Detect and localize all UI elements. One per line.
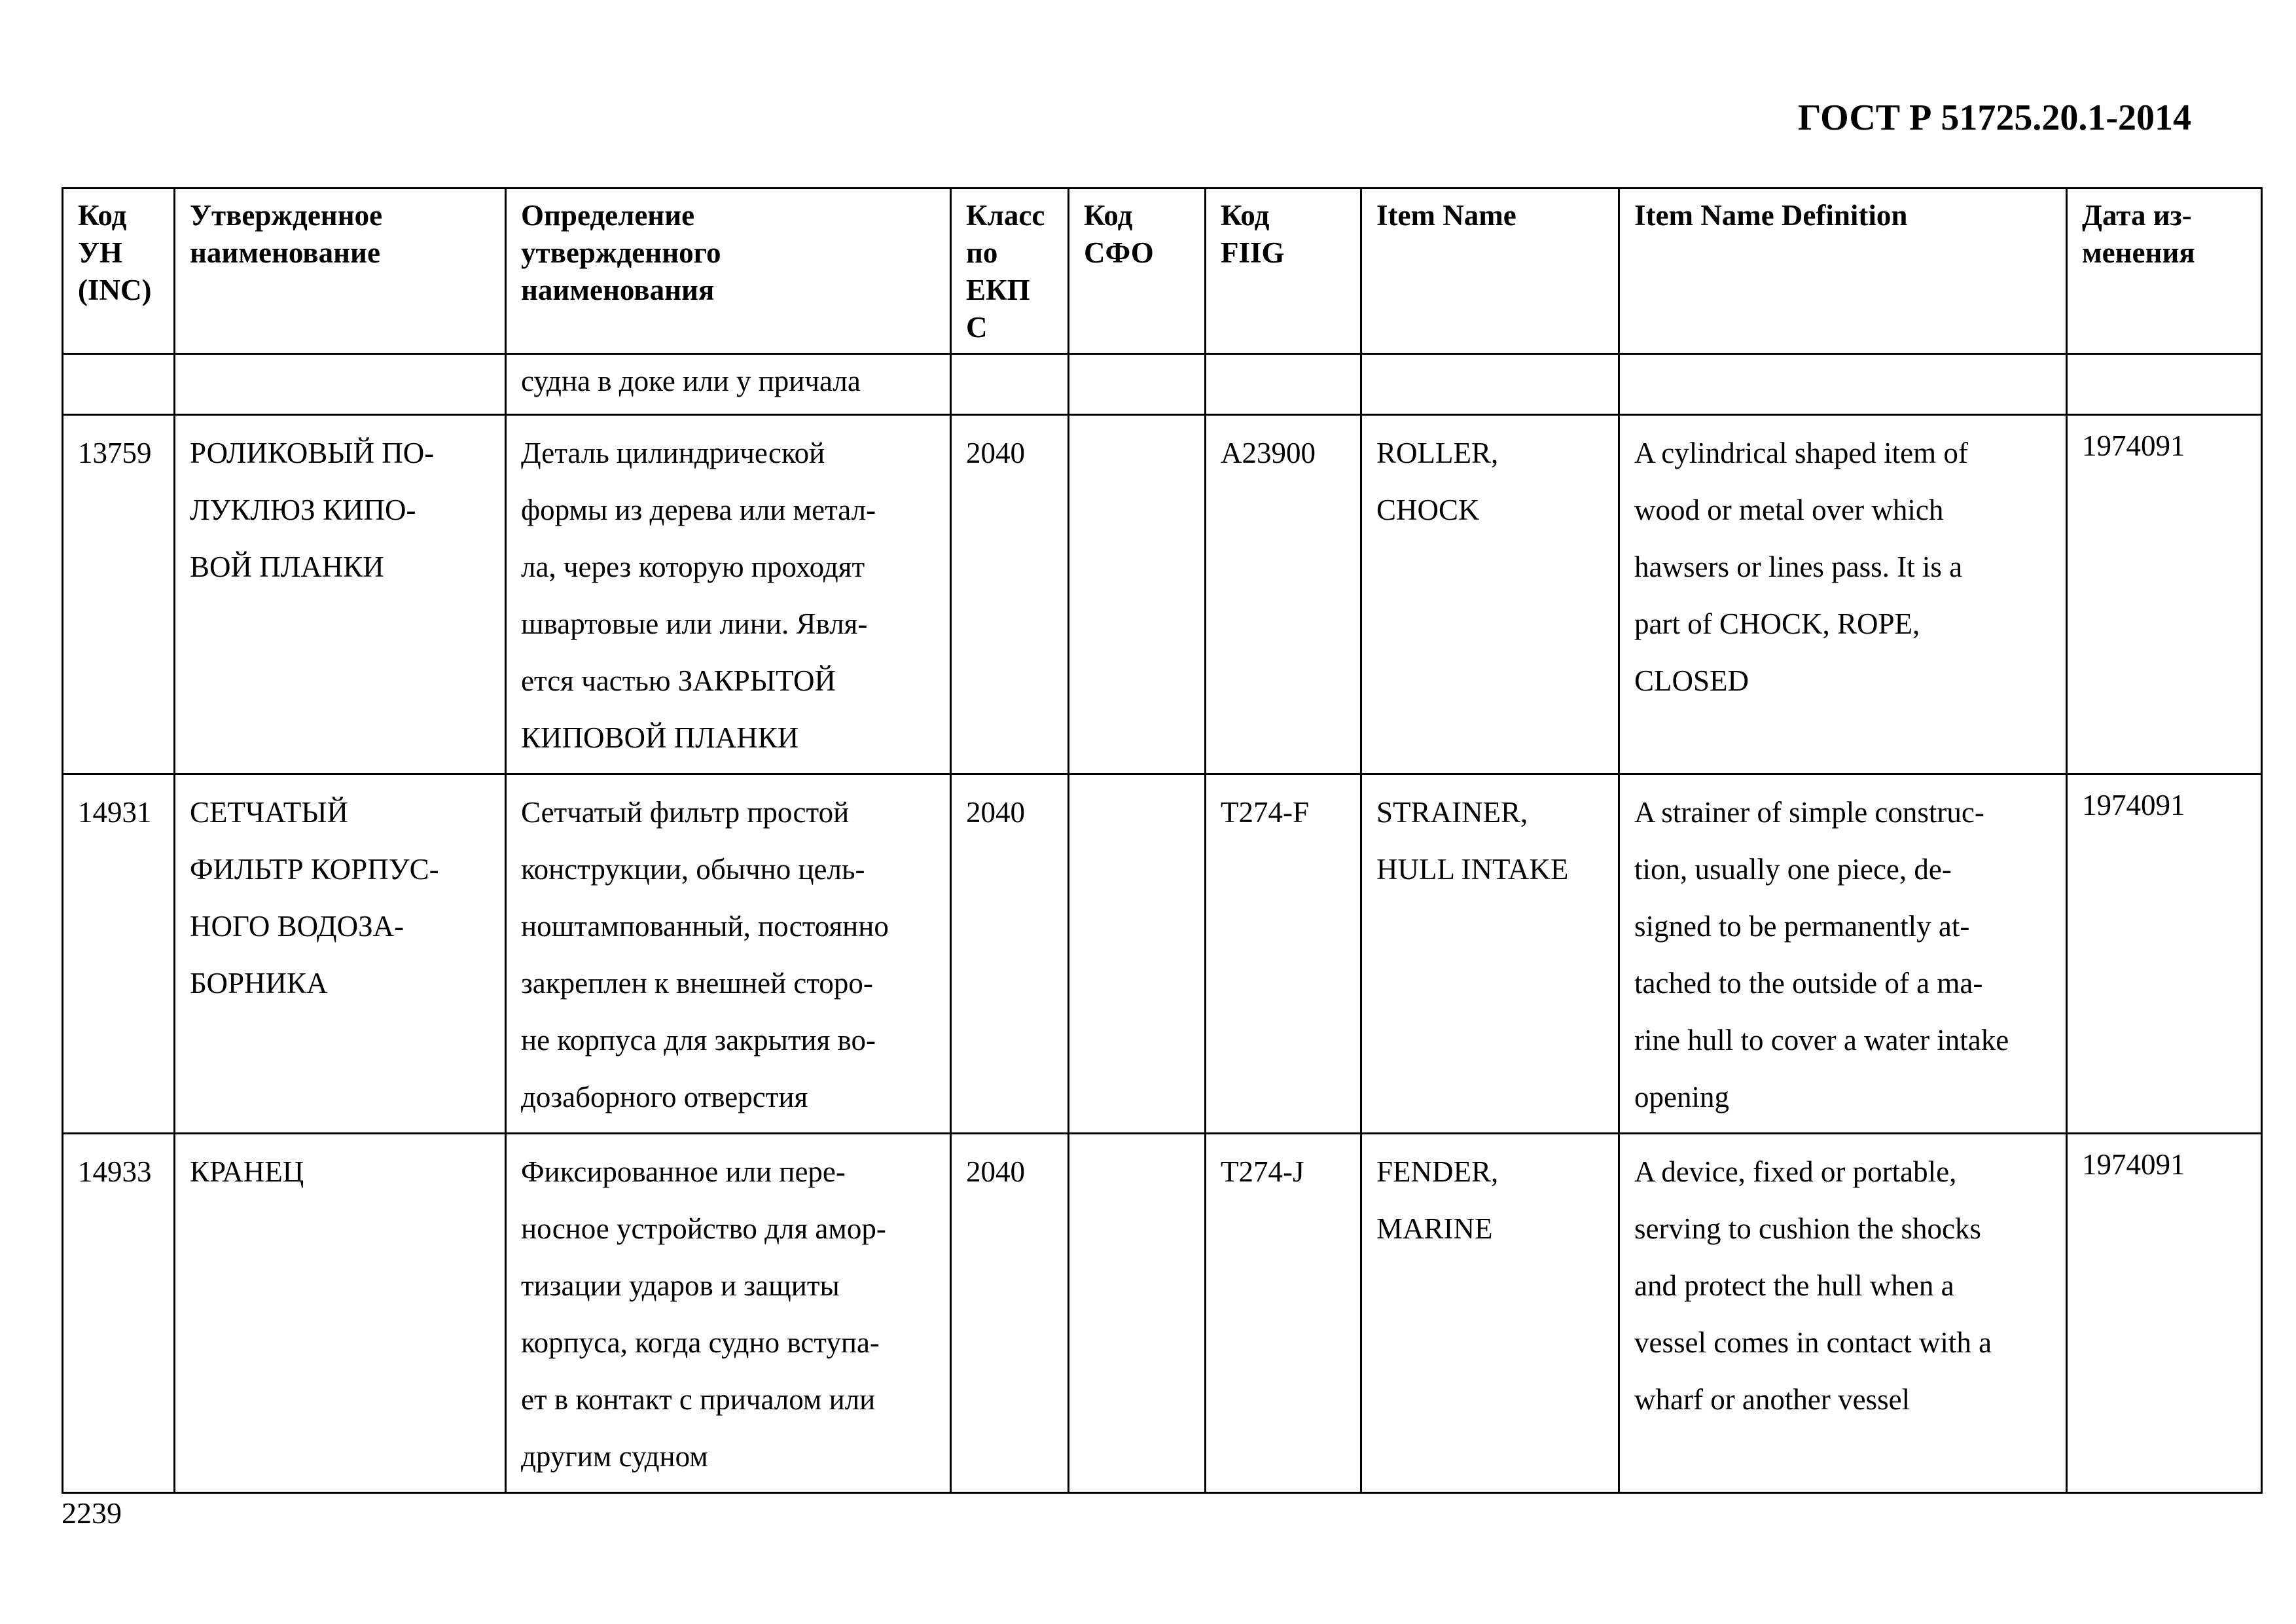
cell-sfo-code (1069, 354, 1206, 415)
cell-ekps-class: 2040 (951, 415, 1069, 774)
cell-sfo-code (1069, 774, 1206, 1134)
cell-approved-name-definition: Деталь цилиндрической формы из дерева или метал- ла, через которую проходят швартовые или лини. Явля- ется частью ЗАКРЫТОЙ КИПОВОЙ ПЛАНКИ (506, 415, 951, 774)
cell-fiig-code: A23900 (1206, 415, 1361, 774)
column-header-approved-name: Утвержденное наименование (175, 189, 506, 354)
cell-fiig-code: T274-J (1206, 1134, 1361, 1493)
cell-item-name: ROLLER, CHOCK (1361, 415, 1619, 774)
cell-item-name (1361, 354, 1619, 415)
cell-item-name: FENDER, MARINE (1361, 1134, 1619, 1493)
cell-approved-name-definition: Фиксированное или пере- носное устройство для амор- тизации ударов и защиты корпуса, когда судно вступа- ет в контакт с причалом или другим судном (506, 1134, 951, 1493)
document-code: ГОСТ Р 51725.20.1-2014 (1797, 98, 2191, 138)
cell-item-name-definition: A device, fixed or portable, serving to cushion the shocks and protect the hull when a vessel comes in contact with a wharf or another vessel (1619, 1134, 2067, 1493)
column-header-sfo-code: Код СФО (1069, 189, 1206, 354)
cell-change-date: 1974091 (2067, 415, 2262, 774)
cell-approved-name: СЕТЧАТЫЙ ФИЛЬТР КОРПУС- НОГО ВОДОЗА- БОРНИКА (175, 774, 506, 1134)
cell-ekps-class: 2040 (951, 774, 1069, 1134)
cell-item-name-definition: A cylindrical shaped item of wood or metal over which hawsers or lines pass. It is a part of CHOCK, ROPE, CLOSED (1619, 415, 2067, 774)
cell-approved-name (175, 354, 506, 415)
column-header-item-name: Item Name (1361, 189, 1619, 354)
cell-approved-name: РОЛИКОВЫЙ ПО- ЛУКЛЮЗ КИПО- ВОЙ ПЛАНКИ (175, 415, 506, 774)
cell-ekps-class: 2040 (951, 1134, 1069, 1493)
cell-change-date: 1974091 (2067, 774, 2262, 1134)
cell-change-date: 1974091 (2067, 1134, 2262, 1493)
cell-inc-code: 14933 (63, 1134, 175, 1493)
table-row (63, 1134, 2262, 1493)
cell-inc-code: 14931 (63, 774, 175, 1134)
continuation-row (63, 354, 2262, 415)
table-row (63, 415, 2262, 774)
column-header-ekps-class: Класс по ЕКП С (951, 189, 1069, 354)
cell-ekps-class (951, 354, 1069, 415)
column-header-fiig-code: Код FIIG (1206, 189, 1361, 354)
cell-fiig-code: T274-F (1206, 774, 1361, 1134)
table-row (63, 774, 2262, 1134)
cell-item-name: STRAINER, HULL INTAKE (1361, 774, 1619, 1134)
cell-fiig-code (1206, 354, 1361, 415)
items-table (62, 187, 2263, 1494)
cell-item-name-definition: A strainer of simple construc- tion, usually one piece, de- signed to be permanently at- tached to the outside of a ma- rine hull to cover a water intake opening (1619, 774, 2067, 1134)
column-header-item-name-definition: Item Name Definition (1619, 189, 2067, 354)
column-header-change-date: Дата из- менения (2067, 189, 2262, 354)
cell-inc-code: 13759 (63, 415, 175, 774)
column-header-approved-name-definition: Определение утвержденного наименования (506, 189, 951, 354)
column-header-inc-code: Код УН (INC) (63, 189, 175, 354)
cell-inc-code (63, 354, 175, 415)
cell-change-date (2067, 354, 2262, 415)
cell-item-name-definition (1619, 354, 2067, 415)
cell-approved-name-definition: Сетчатый фильтр простой конструкции, обычно цель- ноштампованный, постоянно закреплен к внешней сторо- не корпуса для закрытия во- дозаборного отверстия (506, 774, 951, 1134)
cell-approved-name: КРАНЕЦ (175, 1134, 506, 1493)
cell-sfo-code (1069, 415, 1206, 774)
cell-sfo-code (1069, 1134, 1206, 1493)
page-number: 2239 (62, 1496, 122, 1530)
cell-approved-name-definition: судна в доке или у причала (506, 354, 951, 415)
header-row (63, 189, 2262, 354)
